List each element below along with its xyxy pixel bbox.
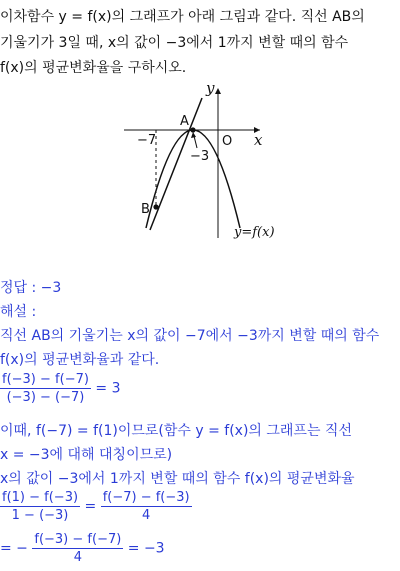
solution-formula-1 [0,372,120,405]
fraction-1 [0,372,91,405]
point-a [190,127,195,132]
y-axis-label: y [206,79,215,97]
pointer-arrow-icon [191,132,196,138]
fraction-3-denominator: 4 [142,508,151,523]
x-axis-label: x [254,131,263,149]
label-a: A [180,114,189,129]
fraction-2 [0,490,80,523]
origin-label: O [222,134,233,149]
solution-title: 해설 : [0,304,37,320]
tick-neg7: −7 [137,133,157,148]
parabola-graph [110,78,290,248]
solution-formula-2 [0,490,192,523]
fraction-4 [32,532,123,565]
fraction-4-numerator: f(−3) − f(−7) [34,532,122,547]
solution-line-3: 이때, f(−7) = f(1)이므로(함수 y = f(x)의 그래프는 직선 [0,423,352,439]
fraction-2-denominator: 1 − (−3) [11,508,69,523]
fraction-4-denominator: 4 [73,550,82,565]
fraction-1-result: = 3 [95,380,121,397]
fraction-4-prefix: = − [0,540,28,557]
y-axis-arrow-icon [215,88,221,94]
pointer-neg3 [194,136,197,148]
solution-line-5: x의 값이 −3에서 1까지 변할 때의 함수 f(x)의 평균변화율 [0,471,355,487]
label-b: B [141,202,150,217]
answer-line: 정답 : −3 [0,280,62,296]
problem-line-3: f(x)의 평균변화율을 구하시오. [0,60,187,76]
fraction-1-denominator: (−3) − (−7) [6,390,85,405]
problem-line-1: 이차함수 y = f(x)의 그래프가 아래 그림과 같다. 직선 AB의 [0,9,365,25]
tick-neg3: −3 [190,149,210,164]
fraction-1-numerator: f(−3) − f(−7) [2,372,89,387]
line-ab [150,98,202,230]
solution-formula-3 [0,532,165,565]
solution-line-4: x = −3에 대해 대칭이므로) [0,447,173,463]
problem-line-2: 기울기가 3일 때, x의 값이 −3에서 1까지 변할 때의 함수 [0,35,349,51]
solution-line-2: f(x)의 평균변화율과 같다. [0,352,160,368]
fraction-3 [101,490,192,523]
curve-label: y=f(x) [234,225,275,240]
fraction-3-numerator: f(−7) − f(−3) [102,490,190,505]
fraction-4-result: = −3 [127,540,165,557]
point-b [153,204,158,209]
fraction-2-numerator: f(1) − f(−3) [2,490,79,505]
fraction-2-equals: = [84,498,97,515]
solution-line-1: 직선 AB의 기울기는 x의 값이 −7에서 −3까지 변할 때의 함수 [0,328,380,344]
